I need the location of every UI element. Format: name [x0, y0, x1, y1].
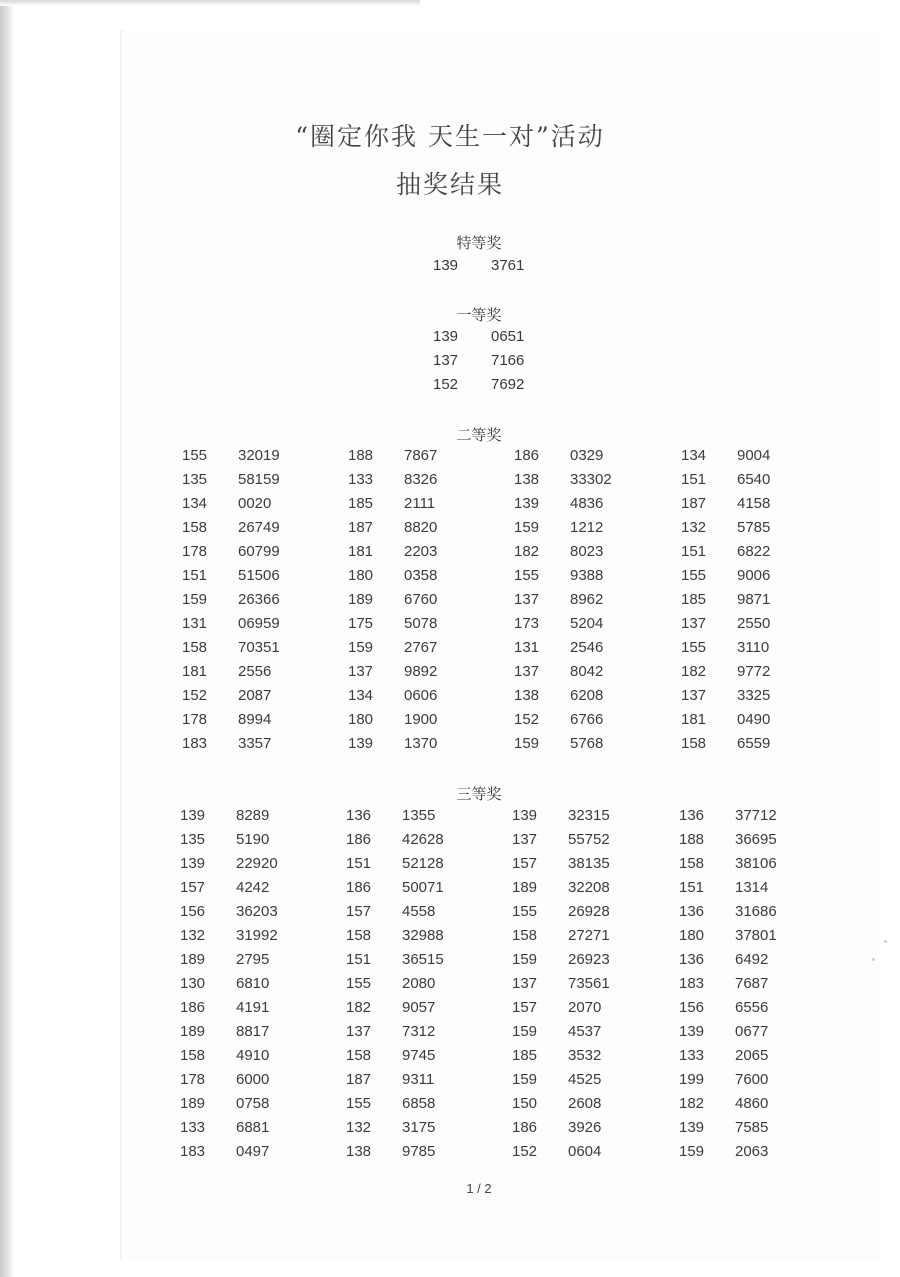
phone-prefix: 137 — [346, 1023, 372, 1040]
phone-prefix: 132 — [681, 519, 707, 536]
table-row — [0, 1095, 900, 1119]
phone-suffix: 22920 — [236, 855, 278, 872]
phone-prefix: 135 — [180, 831, 206, 848]
phone-suffix: 9311 — [402, 1071, 435, 1088]
phone-suffix: 6540 — [737, 471, 771, 488]
phone-prefix: 138 — [514, 687, 540, 704]
phone-suffix: 2065 — [735, 1047, 769, 1064]
phone-prefix: 182 — [514, 543, 540, 560]
phone-prefix: 199 — [679, 1071, 705, 1088]
phone-prefix: 185 — [512, 1047, 538, 1064]
phone-suffix: 8817 — [236, 1023, 270, 1040]
phone-prefix: 173 — [514, 615, 540, 632]
phone-prefix: 159 — [514, 735, 540, 752]
phone-prefix: 132 — [346, 1119, 372, 1136]
phone-suffix: 2080 — [402, 975, 436, 992]
phone-suffix: 4910 — [236, 1047, 270, 1064]
table-row — [0, 855, 900, 879]
phone-prefix: 178 — [182, 543, 208, 560]
phone-suffix: 2608 — [568, 1095, 602, 1112]
phone-prefix: 182 — [679, 1095, 705, 1112]
phone-suffix: 0490 — [737, 711, 771, 728]
phone-prefix: 185 — [681, 591, 707, 608]
table-row — [0, 447, 900, 471]
phone-prefix: 158 — [681, 735, 707, 752]
phone-prefix: 131 — [182, 615, 208, 632]
phone-suffix: 4836 — [570, 495, 604, 512]
third-prize-heading: 三等奖 — [456, 786, 502, 803]
phone-suffix: 4158 — [737, 495, 771, 512]
phone-suffix: 73561 — [568, 975, 610, 992]
phone-suffix: 52128 — [402, 855, 444, 872]
phone-prefix: 158 — [182, 639, 208, 656]
phone-suffix: 3175 — [402, 1119, 436, 1136]
phone-prefix: 158 — [512, 927, 538, 944]
phone-suffix: 0329 — [570, 447, 604, 464]
phone-suffix: 6000 — [236, 1071, 270, 1088]
phone-prefix: 156 — [180, 903, 206, 920]
phone-prefix: 151 — [346, 951, 372, 968]
phone-prefix: 130 — [180, 975, 206, 992]
phone-suffix: 7312 — [402, 1023, 436, 1040]
table-row — [0, 543, 900, 567]
phone-suffix: 6766 — [570, 711, 604, 728]
phone-prefix: 139 — [180, 807, 206, 824]
phone-prefix: 158 — [180, 1047, 206, 1064]
phone-suffix: 8994 — [238, 711, 272, 728]
phone-prefix: 139 — [512, 807, 538, 824]
phone-prefix: 155 — [346, 1095, 372, 1112]
phone-suffix: 2063 — [735, 1143, 769, 1160]
phone-prefix: 152 — [512, 1143, 538, 1160]
phone-prefix: 186 — [514, 447, 540, 464]
phone-prefix: 189 — [512, 879, 538, 896]
phone-suffix: 1212 — [570, 519, 604, 536]
table-row — [0, 879, 900, 903]
phone-suffix: 55752 — [568, 831, 610, 848]
phone-suffix: 36515 — [402, 951, 444, 968]
phone-suffix: 8962 — [570, 591, 604, 608]
phone-prefix: 187 — [348, 519, 374, 536]
table-row — [0, 639, 900, 663]
phone-suffix: 4860 — [735, 1095, 769, 1112]
special-prize-entry — [433, 257, 524, 274]
phone-prefix: 185 — [348, 495, 374, 512]
phone-prefix: 181 — [182, 663, 208, 680]
phone-suffix: 2795 — [236, 951, 270, 968]
phone-suffix: 8326 — [404, 471, 438, 488]
phone-prefix: 138 — [514, 471, 540, 488]
table-row — [0, 663, 900, 687]
phone-suffix: 0677 — [735, 1023, 769, 1040]
phone-suffix: 31992 — [236, 927, 278, 944]
phone-prefix: 151 — [681, 543, 707, 560]
phone-prefix: 158 — [346, 927, 372, 944]
table-row — [0, 495, 900, 519]
phone-prefix: 137 — [514, 591, 540, 608]
phone-suffix: 9388 — [570, 567, 604, 584]
document-title: “圈定你我 天生一对”活动 — [295, 122, 605, 151]
phone-suffix: 7867 — [404, 447, 438, 464]
phone-prefix: 178 — [180, 1071, 206, 1088]
phone-prefix: 189 — [180, 1095, 206, 1112]
phone-suffix: 6760 — [404, 591, 438, 608]
table-row — [0, 519, 900, 543]
phone-prefix: 151 — [182, 567, 208, 584]
phone-prefix: 155 — [681, 639, 707, 656]
phone-prefix: 136 — [346, 807, 372, 824]
phone-suffix: 4191 — [236, 999, 270, 1016]
phone-suffix: 36203 — [236, 903, 278, 920]
phone-suffix: 5768 — [570, 735, 604, 752]
phone-prefix: 151 — [346, 855, 372, 872]
table-row — [0, 999, 900, 1023]
phone-suffix: 9745 — [402, 1047, 436, 1064]
first-prize-entry — [433, 328, 524, 345]
phone-suffix: 2087 — [238, 687, 272, 704]
phone-prefix: 180 — [348, 567, 374, 584]
phone-prefix: 134 — [681, 447, 707, 464]
phone-prefix: 134 — [182, 495, 208, 512]
phone-suffix: 7166 — [491, 352, 525, 369]
phone-prefix: 186 — [346, 879, 372, 896]
phone-suffix: 0606 — [404, 687, 438, 704]
phone-prefix: 183 — [182, 735, 208, 752]
phone-suffix: 3110 — [737, 639, 770, 656]
phone-suffix: 31686 — [735, 903, 777, 920]
phone-suffix: 2070 — [568, 999, 602, 1016]
phone-suffix: 6492 — [735, 951, 769, 968]
phone-prefix: 188 — [679, 831, 705, 848]
phone-suffix: 9006 — [737, 567, 771, 584]
phone-suffix: 27271 — [568, 927, 610, 944]
phone-suffix: 6822 — [737, 543, 771, 560]
phone-prefix: 158 — [679, 855, 705, 872]
phone-prefix: 189 — [180, 1023, 206, 1040]
phone-prefix: 157 — [512, 855, 538, 872]
phone-suffix: 9785 — [402, 1143, 436, 1160]
phone-suffix: 50071 — [402, 879, 444, 896]
phone-prefix: 159 — [512, 1071, 538, 1088]
phone-suffix: 3761 — [491, 257, 525, 274]
phone-prefix: 137 — [681, 687, 707, 704]
phone-suffix: 8820 — [404, 519, 438, 536]
table-row — [0, 1071, 900, 1095]
phone-prefix: 183 — [679, 975, 705, 992]
table-row — [0, 831, 900, 855]
phone-prefix: 137 — [514, 663, 540, 680]
table-row — [0, 735, 900, 759]
phone-prefix: 159 — [514, 519, 540, 536]
phone-prefix: 188 — [348, 447, 374, 464]
phone-suffix: 26366 — [238, 591, 280, 608]
phone-prefix: 158 — [346, 1047, 372, 1064]
second-prize-heading: 二等奖 — [456, 427, 502, 444]
phone-prefix: 183 — [180, 1143, 206, 1160]
phone-prefix: 139 — [180, 855, 206, 872]
first-prize-entry — [433, 352, 524, 369]
phone-suffix: 3325 — [737, 687, 771, 704]
phone-suffix: 7692 — [491, 376, 525, 393]
phone-suffix: 38106 — [735, 855, 777, 872]
phone-suffix: 2767 — [404, 639, 438, 656]
phone-suffix: 26923 — [568, 951, 610, 968]
phone-suffix: 32315 — [568, 807, 610, 824]
phone-prefix: 155 — [681, 567, 707, 584]
phone-prefix: 181 — [348, 543, 374, 560]
phone-suffix: 6208 — [570, 687, 604, 704]
phone-prefix: 157 — [346, 903, 372, 920]
phone-suffix: 7585 — [735, 1119, 769, 1136]
phone-suffix: 8042 — [570, 663, 604, 680]
phone-prefix: 152 — [514, 711, 540, 728]
first-prize-entry — [433, 376, 524, 393]
table-row — [0, 591, 900, 615]
phone-prefix: 151 — [681, 471, 707, 488]
phone-prefix: 139 — [433, 257, 459, 274]
phone-prefix: 189 — [348, 591, 374, 608]
page-number: 1 / 2 — [466, 1181, 492, 1196]
phone-suffix: 6881 — [236, 1119, 270, 1136]
phone-suffix: 9892 — [404, 663, 438, 680]
phone-suffix: 2546 — [570, 639, 604, 656]
phone-suffix: 8023 — [570, 543, 604, 560]
phone-prefix: 155 — [514, 567, 540, 584]
phone-suffix: 5204 — [570, 615, 604, 632]
special-prize-heading: 特等奖 — [456, 235, 502, 252]
phone-suffix: 5078 — [404, 615, 438, 632]
phone-prefix: 136 — [679, 807, 705, 824]
phone-prefix: 139 — [433, 328, 459, 345]
phone-prefix: 152 — [182, 687, 208, 704]
phone-suffix: 0020 — [238, 495, 272, 512]
document-subtitle: 抽奖结果 — [395, 170, 504, 199]
phone-suffix: 4242 — [236, 879, 270, 896]
phone-prefix: 137 — [512, 831, 538, 848]
phone-suffix: 9004 — [737, 447, 771, 464]
phone-suffix: 06959 — [238, 615, 280, 632]
phone-suffix: 51506 — [238, 567, 280, 584]
phone-suffix: 6559 — [737, 735, 771, 752]
phone-prefix: 182 — [346, 999, 372, 1016]
phone-prefix: 159 — [512, 1023, 538, 1040]
phone-suffix: 8289 — [236, 807, 270, 824]
phone-suffix: 26749 — [238, 519, 280, 536]
phone-suffix: 4558 — [402, 903, 436, 920]
table-row — [0, 1119, 900, 1143]
table-row — [0, 615, 900, 639]
phone-prefix: 157 — [512, 999, 538, 1016]
phone-suffix: 42628 — [402, 831, 444, 848]
phone-prefix: 139 — [679, 1023, 705, 1040]
phone-prefix: 133 — [348, 471, 374, 488]
phone-prefix: 152 — [433, 376, 459, 393]
phone-suffix: 6858 — [402, 1095, 436, 1112]
table-row — [0, 975, 900, 999]
phone-prefix: 181 — [681, 711, 707, 728]
phone-prefix: 131 — [514, 639, 540, 656]
phone-prefix: 182 — [681, 663, 707, 680]
table-row — [0, 567, 900, 591]
phone-suffix: 37801 — [735, 927, 777, 944]
phone-prefix: 132 — [180, 927, 206, 944]
table-row — [0, 1143, 900, 1167]
phone-prefix: 187 — [681, 495, 707, 512]
phone-suffix: 1355 — [402, 807, 436, 824]
phone-prefix: 138 — [346, 1143, 372, 1160]
phone-prefix: 180 — [679, 927, 705, 944]
phone-suffix: 33302 — [570, 471, 612, 488]
phone-suffix: 70351 — [238, 639, 280, 656]
phone-prefix: 135 — [182, 471, 208, 488]
phone-suffix: 32988 — [402, 927, 444, 944]
phone-prefix: 151 — [679, 879, 705, 896]
phone-suffix: 0358 — [404, 567, 438, 584]
phone-suffix: 5190 — [236, 831, 270, 848]
table-row — [0, 711, 900, 735]
scan-top-shadow — [0, 0, 420, 6]
phone-suffix: 4525 — [568, 1071, 602, 1088]
phone-suffix: 2203 — [404, 543, 438, 560]
phone-suffix: 0497 — [236, 1143, 270, 1160]
phone-suffix: 1900 — [404, 711, 438, 728]
phone-prefix: 155 — [346, 975, 372, 992]
phone-suffix: 4537 — [568, 1023, 602, 1040]
table-row — [0, 687, 900, 711]
phone-suffix: 3532 — [568, 1047, 602, 1064]
phone-suffix: 7600 — [735, 1071, 769, 1088]
phone-suffix: 9871 — [737, 591, 771, 608]
phone-suffix: 2556 — [238, 663, 272, 680]
phone-prefix: 158 — [182, 519, 208, 536]
phone-suffix: 32019 — [238, 447, 280, 464]
phone-prefix: 136 — [679, 951, 705, 968]
phone-suffix: 0651 — [491, 328, 525, 345]
phone-prefix: 150 — [512, 1095, 538, 1112]
phone-prefix: 134 — [348, 687, 374, 704]
phone-prefix: 186 — [512, 1119, 538, 1136]
phone-prefix: 137 — [348, 663, 374, 680]
phone-prefix: 157 — [180, 879, 206, 896]
phone-suffix: 38135 — [568, 855, 610, 872]
phone-prefix: 155 — [182, 447, 208, 464]
phone-suffix: 9057 — [402, 999, 436, 1016]
phone-prefix: 189 — [180, 951, 206, 968]
phone-suffix: 2111 — [404, 495, 436, 512]
phone-suffix: 2550 — [737, 615, 771, 632]
table-row — [0, 1047, 900, 1071]
phone-suffix: 37712 — [735, 807, 777, 824]
phone-suffix: 6810 — [236, 975, 270, 992]
table-row — [0, 471, 900, 495]
phone-prefix: 155 — [512, 903, 538, 920]
phone-suffix: 60799 — [238, 543, 280, 560]
phone-prefix: 187 — [346, 1071, 372, 1088]
phone-prefix: 175 — [348, 615, 374, 632]
phone-prefix: 139 — [679, 1119, 705, 1136]
phone-prefix: 133 — [679, 1047, 705, 1064]
phone-suffix: 26928 — [568, 903, 610, 920]
phone-prefix: 139 — [514, 495, 540, 512]
phone-prefix: 159 — [182, 591, 208, 608]
table-row — [0, 927, 900, 951]
phone-prefix: 186 — [180, 999, 206, 1016]
phone-prefix: 156 — [679, 999, 705, 1016]
phone-suffix: 58159 — [238, 471, 280, 488]
phone-suffix: 0758 — [236, 1095, 270, 1112]
phone-prefix: 178 — [182, 711, 208, 728]
phone-prefix: 159 — [348, 639, 374, 656]
phone-suffix: 0604 — [568, 1143, 602, 1160]
phone-suffix: 1370 — [404, 735, 438, 752]
table-row — [0, 951, 900, 975]
phone-prefix: 137 — [512, 975, 538, 992]
phone-prefix: 137 — [681, 615, 707, 632]
phone-suffix: 7687 — [735, 975, 769, 992]
phone-suffix: 9772 — [737, 663, 771, 680]
first-prize-heading: 一等奖 — [456, 307, 502, 324]
phone-prefix: 133 — [180, 1119, 206, 1136]
phone-suffix: 32208 — [568, 879, 610, 896]
phone-suffix: 1314 — [735, 879, 769, 896]
phone-prefix: 186 — [346, 831, 372, 848]
phone-suffix: 6556 — [735, 999, 769, 1016]
phone-prefix: 159 — [679, 1143, 705, 1160]
phone-suffix: 36695 — [735, 831, 777, 848]
phone-suffix: 3926 — [568, 1119, 602, 1136]
phone-prefix: 139 — [348, 735, 374, 752]
table-row — [0, 807, 900, 831]
phone-prefix: 137 — [433, 352, 459, 369]
table-row — [0, 903, 900, 927]
phone-prefix: 136 — [679, 903, 705, 920]
phone-prefix: 180 — [348, 711, 374, 728]
phone-suffix: 5785 — [737, 519, 771, 536]
phone-prefix: 159 — [512, 951, 538, 968]
phone-suffix: 3357 — [238, 735, 272, 752]
table-row — [0, 1023, 900, 1047]
